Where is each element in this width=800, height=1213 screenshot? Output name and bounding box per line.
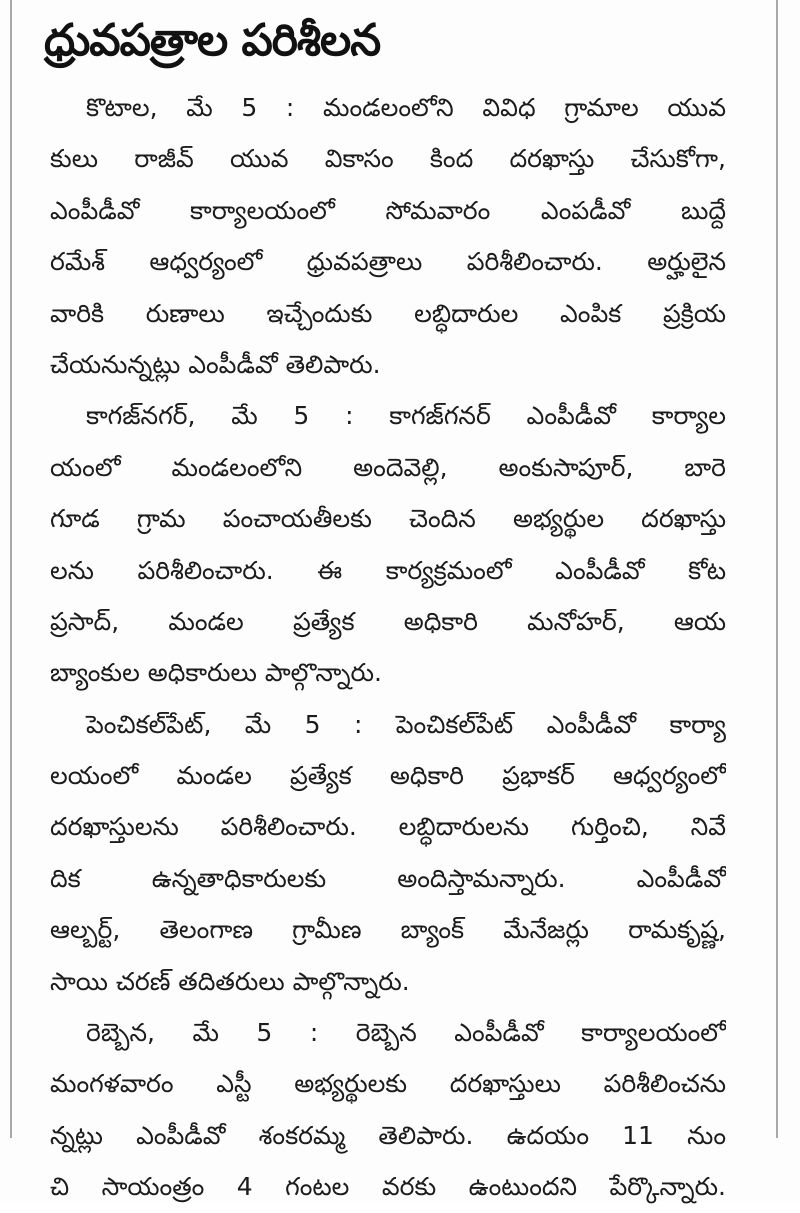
text-line: లయంలో మండల ప్రత్యేక అధికారి ప్రభాకర్ ఆధ్వర్యంలో [50,761,726,791]
column-rule-left [10,0,12,1138]
text-line: మంగళవారం ఎస్టీ అభ్యర్థులకు దరఖాస్తులు పరిశీలించను [50,1069,726,1099]
text-line: ఆల్బర్ట్, తెలంగాణ గ్రామీణ బ్యాంక్ మేనేజర్లు రామకృష్ణ, [50,915,726,945]
text-line: లను పరిశీలించారు. ఈ కార్యక్రమంలో ఎంపీడీవో కోట [50,555,726,585]
article-body [50,82,726,1213]
paragraph-rebbena [50,1007,726,1213]
text-line: రమేశ్ ఆధ్వర్యంలో ధ్రువపత్రాలు పరిశీలించారు. అర్హులైన [50,247,726,277]
column-rule-right [776,0,778,1138]
paragraph-kagaznagar [50,390,726,698]
text-line: యంలో మండలంలోని అందెవెల్లి, అంకుసాపూర్, బారె [50,452,726,482]
text-line: చేయనున్నట్లు ఎంపీడీవో తెలిపారు. [50,349,381,379]
paragraph-penchikalpet [50,699,726,1007]
text-line: ప్రసాద్, మండల ప్రత్యేక అధికారి మనోహర్, ఆయ [50,606,726,636]
text-line: బ్యాంకుల అధికారులు పాల్గొన్నారు. [50,658,382,688]
text-line: గూడ గ్రామ పంచాయతీలకు చెందిన అభ్యర్థుల దరఖాస్తు [50,504,726,534]
text-line: రెబ్బెన, మే 5 : రెబ్బెన ఎంపీడీవో కార్యాలయంలో [86,1018,726,1048]
text-line: ఎంపీడీవో కార్యాలయంలో సోమవారం ఎంపడీవో బుద్దే [50,195,726,225]
text-line: దరఖాస్తులను పరిశీలించారు. లబ్ధిదారులను గుర్తించి, నివే [50,812,726,842]
text-line: కులు రాజీవ్ యువ వికాసం కింద దరఖాస్తు చేసుకోగా, [50,144,726,174]
text-line: పెంచికల్‌పేట్, మే 5 : పెంచికల్‌పేట్ ఎంపీడీవో కార్యా [86,709,726,739]
text-line: దిక ఉన్నతాధికారులకు అందిస్తామన్నారు. ఎంపీడీవో [50,863,726,893]
text-line: కాగజ్‌నగర్, మే 5 : కాగజ్‌గనర్ ఎంపీడీవో కార్యాల [86,401,726,431]
text-line: సాయి చరణ్ తదితరులు పాల్గొన్నారు. [50,966,410,996]
text-line: చి సాయంత్రం 4 గంటల వరకు ఉంటుందని పేర్కొన్నారు. [50,1172,726,1202]
text-line: కొటాల, మే 5 : మండలంలోని వివిధ గ్రామాల యువ [86,93,726,122]
paragraph-kotala [50,82,726,390]
text-line: వారికి రుణాలు ఇచ్చేందుకు లబ్ధిదారుల ఎంపిక ప్రక్రియ [50,298,726,328]
text-line: న్నట్లు ఎంపీడీవో శంకరమ్మ తెలిపారు. ఉదయం 11 నుం [50,1120,726,1150]
headline: ధ్రువపత్రాల పరిశీలన [44,15,381,66]
